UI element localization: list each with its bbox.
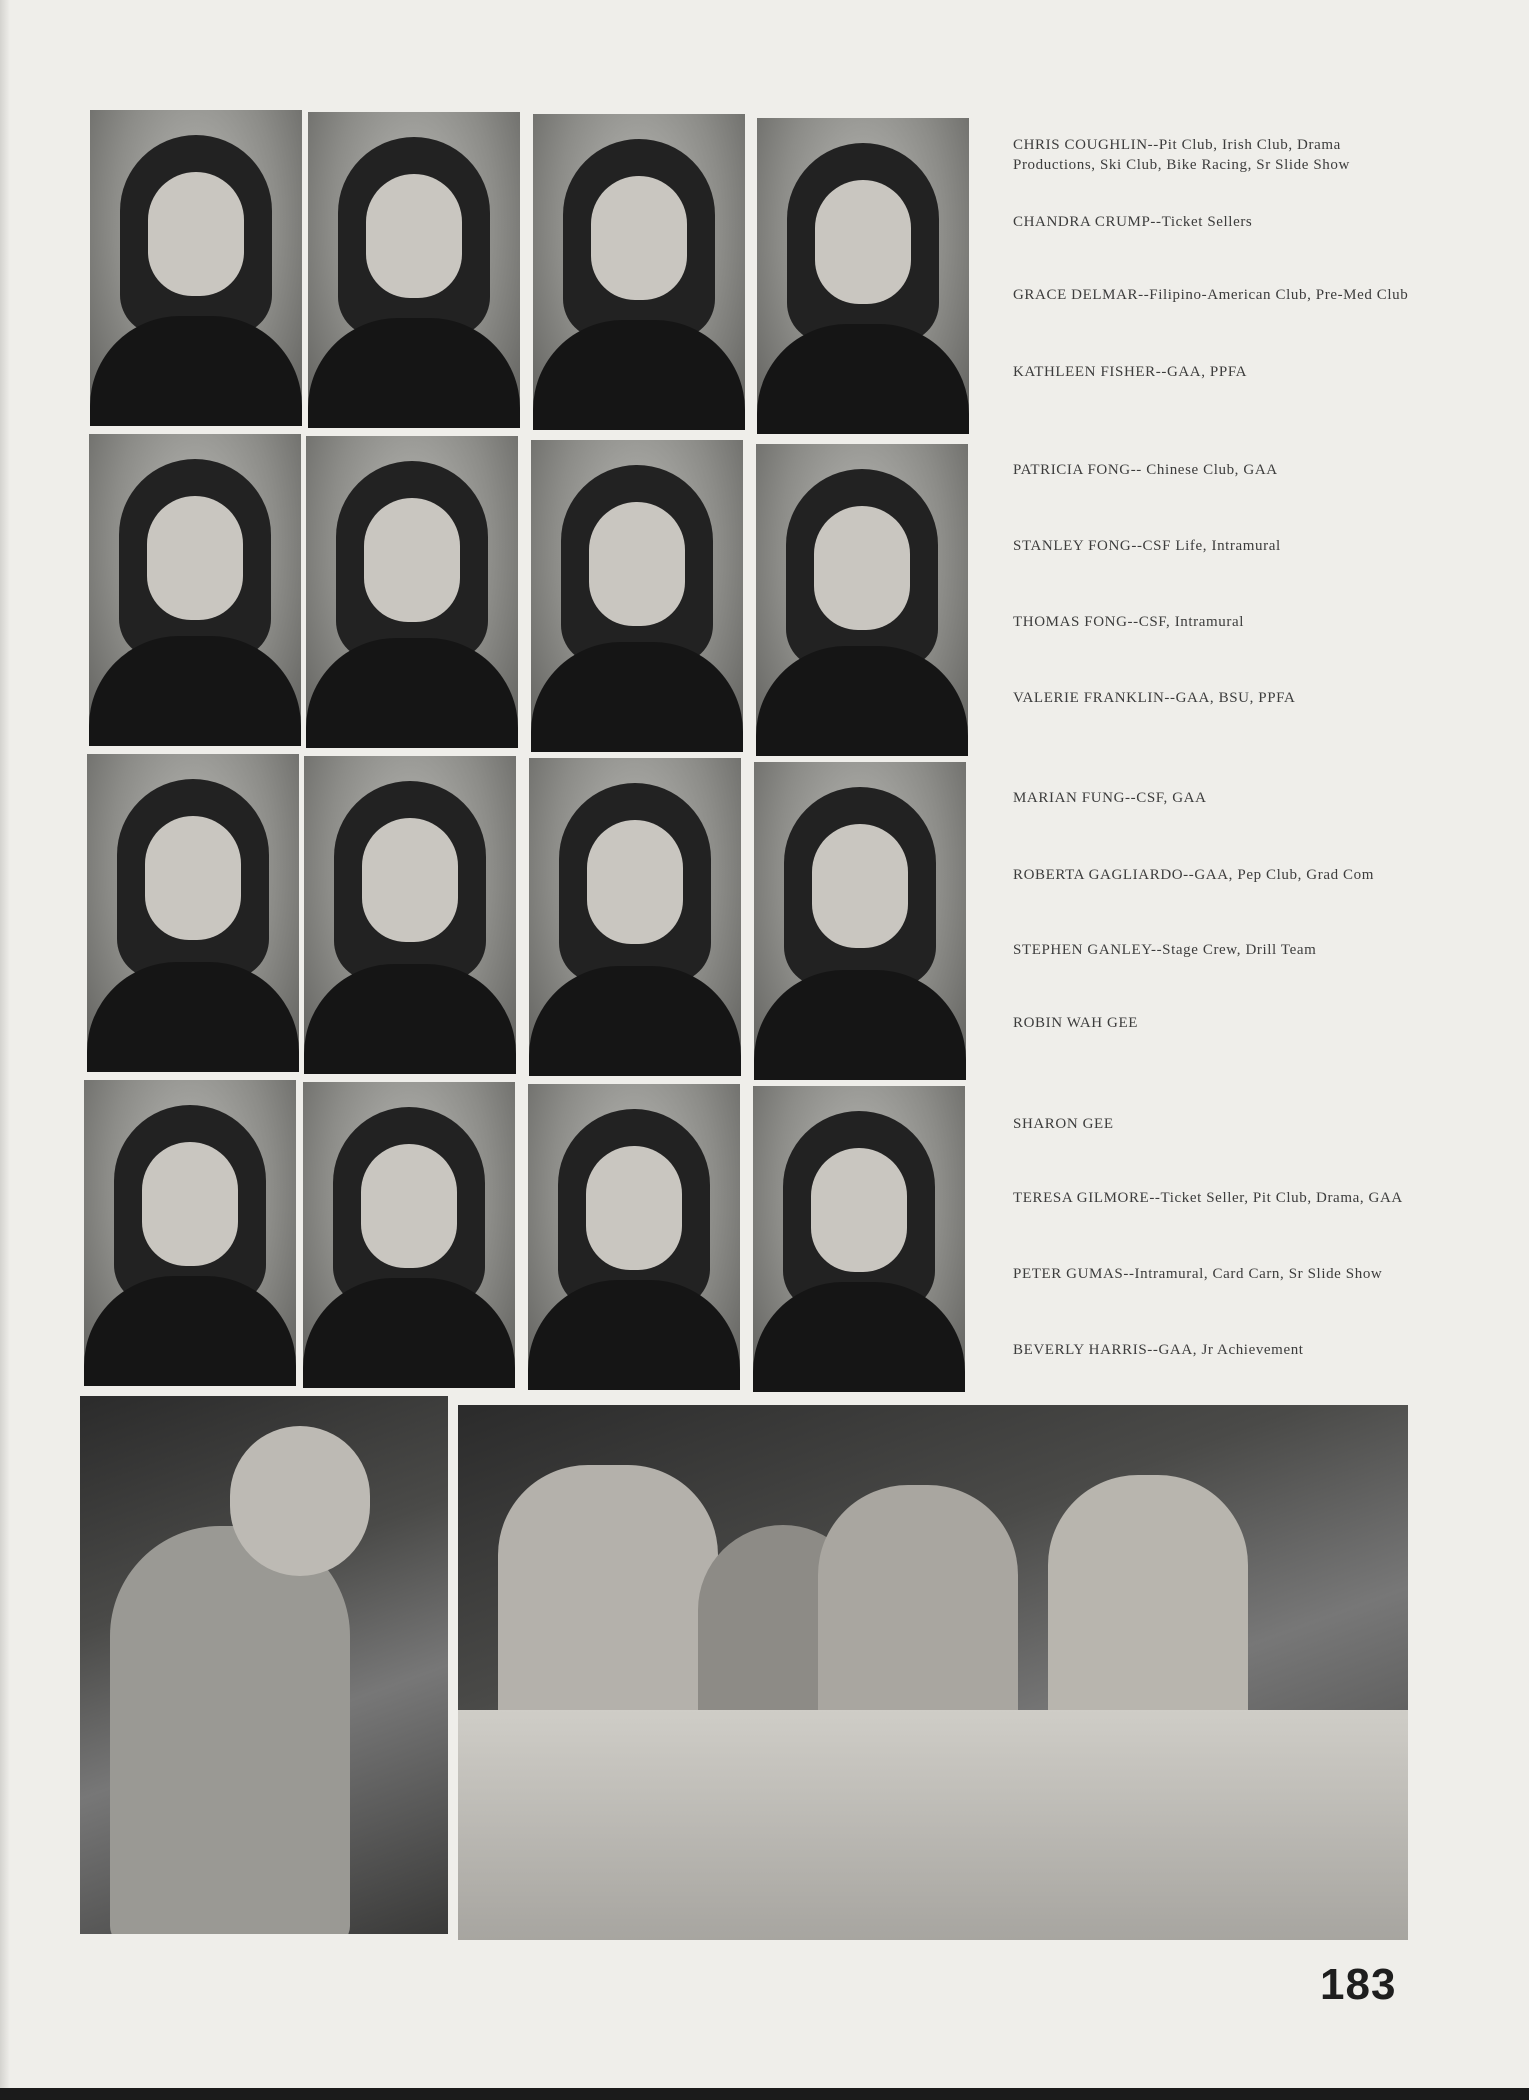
student-entry: ROBERTA GAGLIARDO--GAA, Pep Club, Grad Com [1013, 867, 1375, 883]
student-entry: THOMAS FONG--CSF, Intramural [1013, 614, 1245, 630]
portrait-photo [308, 112, 520, 428]
portrait-photo [756, 444, 968, 756]
student-entry: STEPHEN GANLEY--Stage Crew, Drill Team [1013, 942, 1317, 958]
student-entry: VALERIE FRANKLIN--GAA, BSU, PPFA [1013, 690, 1296, 706]
student-entry: TERESA GILMORE--Ticket Seller, Pit Club, Drama, GAA [1013, 1190, 1403, 1206]
portrait-photo [90, 110, 302, 426]
page-edge [0, 0, 10, 2100]
portrait-photo [84, 1080, 296, 1386]
portrait-photo [528, 1084, 740, 1390]
portrait-photo [753, 1086, 965, 1392]
portrait-photo [306, 436, 518, 748]
student-entry: CHANDRA CRUMP--Ticket Sellers [1013, 214, 1253, 230]
student-entry: GRACE DELMAR--Filipino-American Club, Pre-Med Club [1013, 287, 1409, 303]
student-entry: MARIAN FUNG--CSF, GAA [1013, 790, 1207, 806]
candid-photo-student-in-jacket [80, 1396, 448, 1934]
portrait-photo [89, 434, 301, 746]
portrait-photo [303, 1082, 515, 1388]
page-number: 183 [1320, 1960, 1397, 2009]
student-activity-list [1013, 130, 1413, 1370]
student-entry: CHRIS COUGHLIN--Pit Club, Irish Club, Drama Productions, Ski Club, Bike Racing, Sr Slide Show [1013, 137, 1350, 173]
portrait-photo [529, 758, 741, 1076]
portrait-photo [531, 440, 743, 752]
portrait-photo [754, 762, 966, 1080]
student-entry: STANLEY FONG--CSF Life, Intramural [1013, 538, 1281, 554]
portrait-photo [757, 118, 969, 434]
student-entry: BEVERLY HARRIS--GAA, Jr Achievement [1013, 1342, 1304, 1358]
scan-border [0, 2088, 1529, 2100]
student-entry: PATRICIA FONG-- Chinese Club, GAA [1013, 462, 1278, 478]
portrait-photo [304, 756, 516, 1074]
student-entry: ROBIN WAH GEE [1013, 1015, 1139, 1031]
student-entry: SHARON GEE [1013, 1116, 1114, 1132]
student-entry: KATHLEEN FISHER--GAA, PPFA [1013, 364, 1248, 380]
portrait-photo [87, 754, 299, 1072]
portrait-photo [533, 114, 745, 430]
student-entry: PETER GUMAS--Intramural, Card Carn, Sr Slide Show [1013, 1266, 1383, 1282]
candid-photo-banquet-table [458, 1405, 1408, 1940]
